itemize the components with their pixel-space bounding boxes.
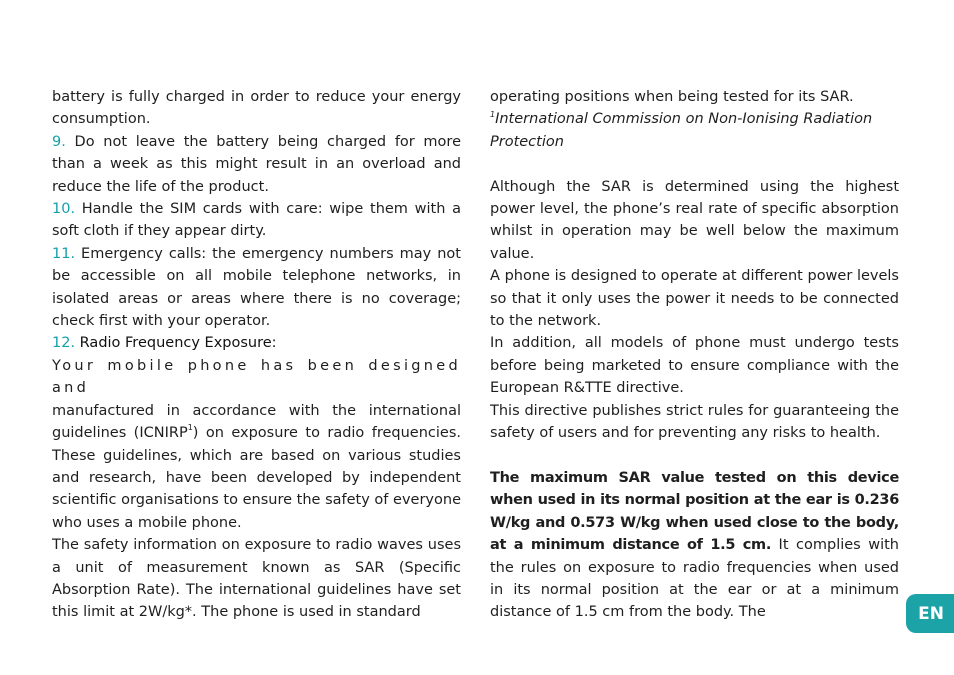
list-item-12	[52, 332, 461, 354]
paragraph-operating-positions: operating positions when being tested for its SAR.	[490, 89, 854, 105]
paragraph-design: manufactured in accordance with the international guidelines (ICNIRP$^1$) on exposure to radio frequencies. These guidelines, which are based on various studies and research, have been developed by independent scientific organisations to ensure the safety of everyone who uses a mobile phone.	[52, 402, 461, 531]
footnote	[490, 108, 899, 153]
item-text-11: Emergency calls: the emergency numbers may not be accessible on all mobile telephone networks, in isolated areas or areas where there is no coverage; check first with your operator.	[52, 245, 461, 330]
footnote-mark: 1	[490, 109, 496, 119]
paragraph-max-sar	[490, 467, 899, 624]
item-text-9: Do not leave the battery being charged for more than a week as this might result in an overload and reduce the life of the product.	[52, 133, 461, 195]
list-item-10	[52, 198, 461, 243]
language-tab-en: EN	[906, 594, 954, 633]
item-number-9: 9.	[52, 133, 66, 150]
left-column	[52, 86, 461, 624]
item-text-10: Handle the SIM cards with care: wipe them with a soft cloth if they appear dirty.	[52, 201, 461, 240]
paragraph-tests-compliance: In addition, all models of phone must undergo tests before being marketed to ensure compliance with the European R&TTE directive.	[490, 335, 899, 397]
paragraph-gap	[490, 153, 899, 175]
paragraph-safety-information: The safety information on exposure to radio waves uses a unit of measurement known as SAR (Specific Absorption Rate). The international guidelines have set this limit at 2W/kg*. The phone is used in standard	[52, 537, 461, 621]
list-item-11	[52, 243, 461, 333]
paragraph-battery-charged: battery is fully charged in order to reduce your energy consumption.	[52, 89, 461, 128]
paragraph-design-intro: Your mobile phone has been designed and	[52, 357, 461, 397]
paragraph-directive: This directive publishes strict rules for guaranteeing the safety of users and for preventing any risks to health.	[490, 402, 899, 442]
paragraph-gap	[490, 444, 899, 466]
right-column	[490, 86, 899, 624]
section-heading-radio-frequency: Radio Frequency Exposure:	[75, 335, 277, 352]
footnote-reference: 1	[187, 423, 193, 433]
paragraph-sar-highest-power: Although the SAR is determined using the highest power level, the phone’s real rate of specific absorption whilst in operation may be well below the maximum value.	[490, 178, 899, 262]
list-item-9	[52, 131, 461, 198]
paragraph-power-levels: A phone is designed to operate at different power levels so that it only uses the power it needs to be connected to the network.	[490, 268, 899, 330]
item-number-12: 12.	[52, 335, 76, 352]
max-sar-values: The maximum SAR value tested on this device when used in its normal position at the ear is 0.236 W/kg and 0.573 W/kg when used close to the body, at a minimum distance of 1.5 cm.	[490, 469, 899, 554]
item-number-10: 10.	[52, 201, 76, 218]
item-number-11: 11.	[52, 245, 76, 262]
max-sar-compliance: It complies with the rules on exposure to radio frequencies when used in its normal position at the ear or at a minimum distance of 1.5 cm from the body. The	[490, 537, 899, 621]
footnote-text: International Commission on Non-Ionising Radiation Protection	[490, 111, 873, 150]
